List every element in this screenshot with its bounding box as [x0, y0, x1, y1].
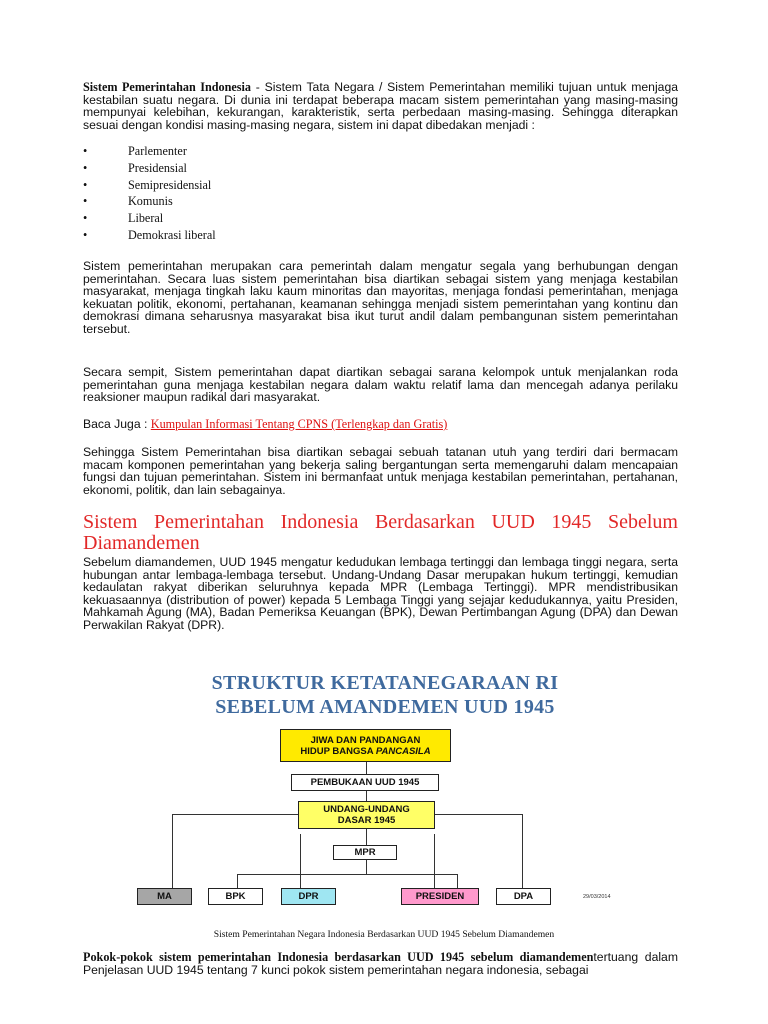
key-points-bold: Pokok-pokok sistem pemerintahan Indonesia berdasarkan UUD 1945 sebelum diamandemen	[83, 950, 594, 964]
section-heading: Sistem Pemerintahan Indonesia Berdasarkan UUD 1945 Sebelum Diamandemen	[83, 511, 678, 554]
bpk-box: BPK	[208, 888, 263, 905]
jiwa-pancasila-box: JIWA DAN PANDANGAN HIDUP BANGSA PANCASILA	[280, 729, 451, 762]
connector-line	[434, 834, 435, 888]
paragraph-definition: Sistem pemerintahan merupakan cara pemerintah dalam mengatur segala yang berhubungan dengan pemerintahan. Secara luas sistem pemerintahan bisa diartikan sebagai sistem yang menjaga kestabilan masyarakat, menjaga tingkah laku kaum minoritas dan mayoritas, menjaga fondasi pemerintahan, menjaga kekuatan politik, ekonomi, pertahanan, keamanan sehingga menjadi sistem pemerintahan yang kontinu dan demokrasi dimana seharusnya masyarakat bisa ikut turut andil dalam pembangunan sistem pemerintahan tersebut.	[83, 259, 678, 336]
connector-line	[457, 874, 458, 888]
mpr-box: MPR	[333, 845, 397, 860]
diagram-title-line2: SEBELUM AMANDEMEN UUD 1945	[215, 696, 555, 718]
dpr-box: DPR	[281, 888, 336, 905]
pembukaan-uud-box: PEMBUKAAN UUD 1945	[291, 774, 439, 791]
intro-bold-title: Sistem Pemerintahan Indonesia	[83, 80, 252, 94]
bullet-icon: •	[83, 144, 88, 158]
paragraph-before-amendment: Sebelum diamandemen, UUD 1945 mengatur kedudukan lembaga tertinggi dan lembaga tinggi negara, serta hubungan antar lembaga-lembaga tersebut. Undang-Undang Dasar merupakan hukum tertinggi, kemudian kedaulatan rakyat diberikan seluruhnya kepada MPR (Lembaga Tertinggi). MPR mendistribusikan kekuasaannya (distribution of power) kepada 5 Lembaga Tinggi yang sejajar kedudukannya, yaitu Presiden, Mahkamah Agung (MA), Badan Pemeriksa Keuangan (BPK), Dewan Pertimbangan Agung (DPA) dan Dewan Perwakilan Rakyat (DPR).	[83, 555, 678, 632]
government-systems-list	[83, 143, 216, 244]
list-item: • Semipresidensial	[83, 177, 212, 192]
list-item: • Komunis	[83, 194, 173, 209]
connector-line	[366, 829, 367, 845]
diagram-caption: Sistem Pemerintahan Negara Indonesia Berdasarkan UUD 1945 Sebelum Diamandemen	[213, 929, 555, 940]
list-item: • Liberal	[83, 211, 164, 226]
ma-box: MA	[137, 888, 192, 905]
date-stamp: 29/03/2014	[583, 894, 611, 900]
intro-paragraph	[83, 81, 678, 131]
connector-line	[435, 814, 522, 815]
connector-line	[172, 814, 298, 815]
list-item: • Presidensial	[83, 160, 187, 175]
connector-line	[237, 874, 457, 875]
connector-line	[522, 814, 523, 888]
cpns-info-link[interactable]: Kumpulan Informasi Tentang CPNS (Terlengkap dan Gratis)	[150, 417, 448, 431]
uud-1945-box: UNDANG-UNDANG DASAR 1945	[298, 801, 435, 829]
dpa-box: DPA	[496, 888, 551, 905]
key-points-text: tertuang dalam Penjelasan UUD 1945 tentang 7 kunci pokok sistem pemerintahan negara indonesia, sebagai	[83, 950, 678, 977]
intro-text: - Sistem Tata Negara / Sistem Pemerintahan memiliki tujuan untuk menjaga kestabilan suatu negara. Di dunia ini terdapat beberapa macam sistem pemerintahan yang masing-masing mempunyai kelebihan, kekurangan, karakteristik, serta perbedaan masing-masing. Sehingga diterapkan sesuai dengan kondisi masing-masing negara, sistem ini dapat dibedakan menjadi :	[83, 80, 678, 132]
list-item: • Demokrasi liberal	[83, 227, 216, 242]
bullet-icon: •	[83, 160, 88, 175]
list-item: • Parlementer	[83, 144, 187, 158]
paragraph-narrow-definition: Secara sempit, Sistem pemerintahan dapat diartikan sebagai sarana kelompok untuk menjalankan roda pemerintahan guna menjaga kestabilan negara dalam waktu relatif lama dan mencegah adanya perilaku reaksioner maupun radikal dari masyarakat.	[83, 365, 678, 405]
presiden-box: PRESIDEN	[401, 888, 479, 905]
bullet-icon: •	[83, 177, 88, 192]
diagram-title-line1: STRUKTUR KETATANEGARAAN RI	[211, 672, 559, 694]
connector-line	[366, 791, 367, 801]
read-also	[83, 418, 678, 431]
connector-line	[366, 860, 367, 874]
bullet-icon: •	[83, 194, 88, 209]
connector-line	[172, 814, 173, 888]
connector-line	[237, 874, 238, 888]
connector-line	[366, 762, 367, 774]
bullet-icon: •	[83, 211, 88, 226]
bullet-icon: •	[83, 227, 88, 242]
connector-line	[300, 834, 301, 888]
paragraph-summary: Sehingga Sistem Pemerintahan bisa diartikan sebagai sebuah tatanan utuh yang terdiri dari bermacam macam komponen pemerintahan yang bekerja saling bergantungan serta memengaruhi dalam mencapaian fungsi dan tujuan pemerintahan. Sistem ini bermanfaat untuk menjaga kestabilan pemerintahan, pertahanan, ekonomi, politik, dan lain sebagainya.	[83, 445, 678, 497]
paragraph-key-points	[83, 951, 678, 976]
read-also-label: Baca Juga :	[83, 417, 151, 431]
